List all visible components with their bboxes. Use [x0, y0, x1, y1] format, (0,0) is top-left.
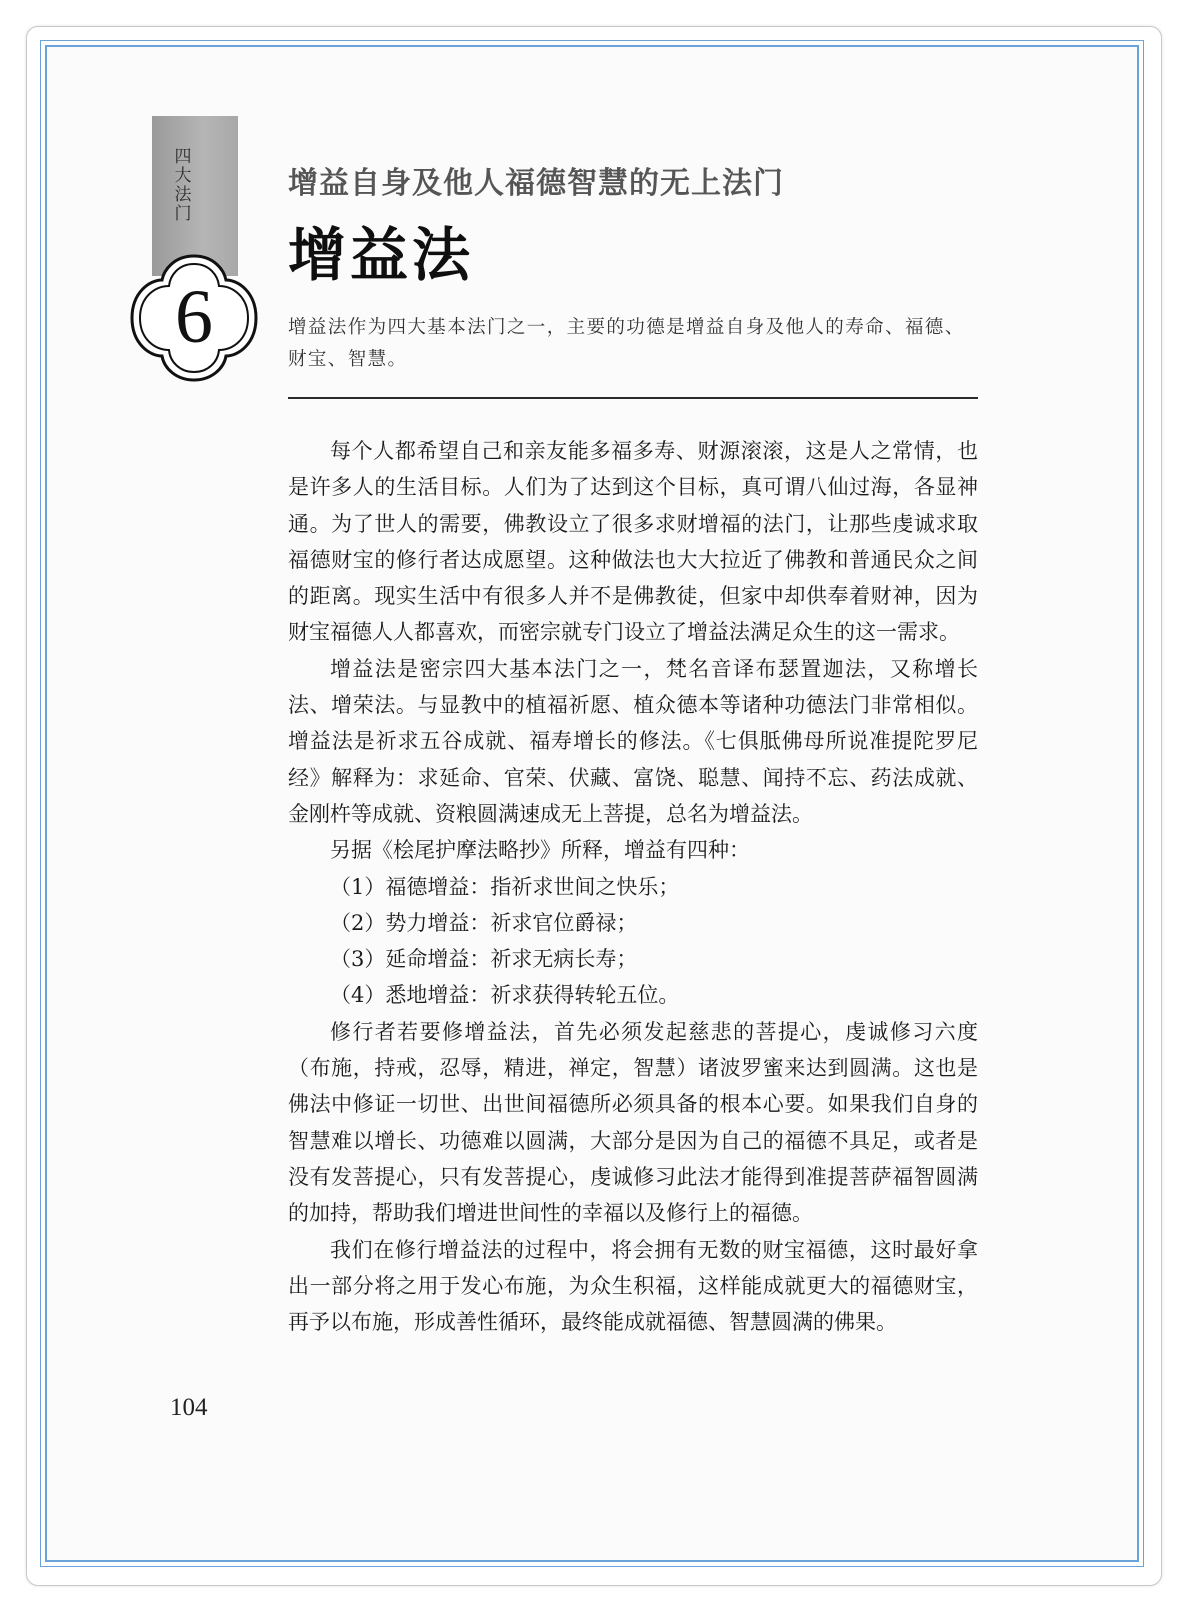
- divider-line: [288, 397, 978, 399]
- paragraph: 另据《桧尾护摩法略抄》所释，增益有四种：: [330, 838, 750, 863]
- list-item: （4）悉地增益：祈求获得转轮五位。: [330, 983, 680, 1008]
- paragraph: 增益法是密宗四大基本法门之一，梵名音译布瑟置迦法，又称增长法、增荣法。与显教中的植福祈愿、植众德本等诸种功德法门非常相似。增益法是祈求五谷成就、福寿增长的修法。《七俱胝佛母所说准提陀罗尼经》解释为：求延命、官荣、伏藏、富饶、聪慧、闻持不忘、药法成就、金刚杵等成就、资粮圆满速成无上菩提，总名为增益法。: [288, 656, 978, 826]
- chapter-number: 6: [175, 275, 213, 359]
- paragraph: 每个人都希望自己和亲友能多福多寿、财源滚滚，这是人之常情，也是许多人的生活目标。人们为了达到这个目标，真可谓八仙过海，各显神通。为了世人的需要，佛教设立了很多求财增福的法门，让那些虔诚求取福德财宝的修行者达成愿望。这种做法也大大拉近了佛教和普通民众之间的距离。现实生活中有很多人并不是佛教徒，但家中却供奉着财神，因为财宝福德人人都喜欢，而密宗就专门设立了增益法满足众生的这一需求。: [288, 439, 978, 645]
- paragraph: 我们在修行增益法的过程中，将会拥有无数的财宝福德，这时最好拿出一部分将之用于发心布施，为众生积福，这样能成就更大的福德财宝，再予以布施，形成善性循环，最终能成就福德、智慧圆满的佛果。: [288, 1237, 978, 1335]
- chapter-title: 增益法: [288, 221, 475, 289]
- list-item: （3）延命增益：祈求无病长寿；: [330, 947, 638, 972]
- chapter-intro: 增益法作为四大基本法门之一，主要的功德是增益自身及他人的寿命、福德、财宝、智慧。: [288, 317, 965, 370]
- body-text: [288, 433, 978, 1340]
- chapter-tab-label: 四大法门: [174, 147, 192, 224]
- list-item: （2）势力增益：祈求官位爵禄；: [330, 910, 638, 935]
- list-item: （1）福德增益：指祈求世间之快乐；: [330, 874, 680, 899]
- chapter-subtitle: 增益自身及他人福德智慧的无上法门: [288, 166, 784, 201]
- paragraph: 修行者若要修增益法，首先必须发起慈悲的菩提心，虔诚修习六度（布施，持戒，忍辱，精进，禅定，智慧）诸波罗蜜来达到圆满。这也是佛法中修证一切世、出世间福德所必须具备的根本心要。如果我们自身的智慧难以增长、功德难以圆满，大部分是因为自己的福德不具足，或者是没有发菩提心，只有发菩提心，虔诚修习此法才能得到准提菩萨福智圆满的加持，帮助我们增进世间性的幸福以及修行上的福德。: [288, 1019, 978, 1226]
- page-number: 104: [170, 1394, 208, 1421]
